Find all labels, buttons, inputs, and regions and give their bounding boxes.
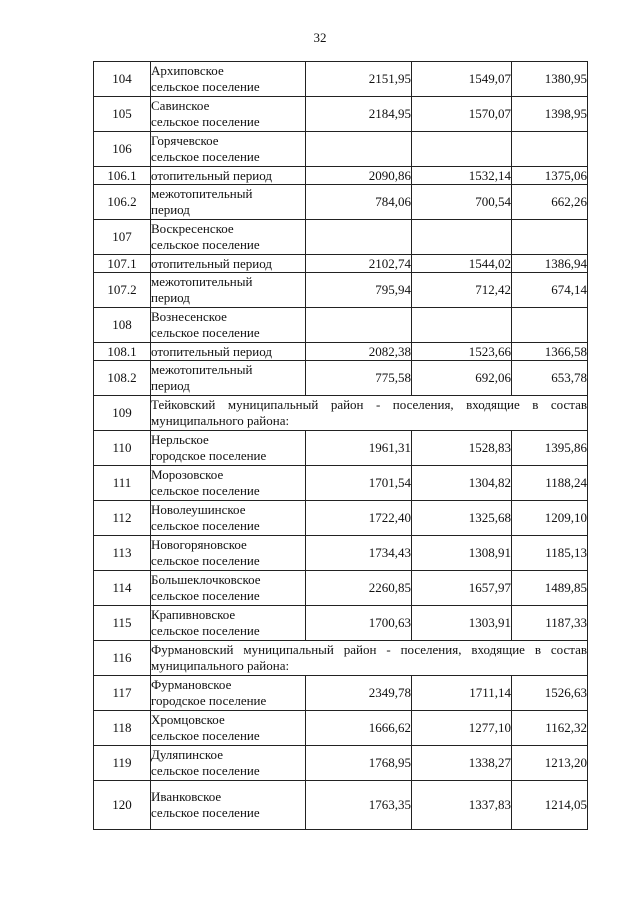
name-line: период [151,290,190,305]
row-number: 117 [94,676,151,711]
name-line: межотопительный [151,274,253,289]
value-v3: 1489,85 [512,571,588,606]
settlement-name [151,343,306,361]
settlement-name [151,501,306,536]
name-line: период [151,378,190,393]
value-v2: 1325,68 [412,501,512,536]
value-v2: 1277,10 [412,711,512,746]
settlement-name [151,606,306,641]
value-v3: 1213,20 [512,746,588,781]
value-v3: 1188,24 [512,466,588,501]
value-v3: 653,78 [512,361,588,396]
row-number: 112 [94,501,151,536]
table-row [94,132,588,167]
table-row [94,62,588,97]
table-row [94,711,588,746]
name-line: Нерльское [151,432,209,447]
name-line: сельское поселение [151,237,260,252]
value-v3: 662,26 [512,185,588,220]
value-v3: 1526,63 [512,676,588,711]
name-line: сельское поселение [151,588,260,603]
row-number: 106 [94,132,151,167]
name-line: сельское поселение [151,114,260,129]
row-number: 104 [94,62,151,97]
page-number: 32 [313,30,327,45]
table-row [94,466,588,501]
value-v3: 674,14 [512,273,588,308]
table-row [94,606,588,641]
value-v3: 1209,10 [512,501,588,536]
name-line: Хромцовское [151,712,225,727]
name-line: городское поселение [151,693,267,708]
value-v2: 1338,27 [412,746,512,781]
name-line: сельское поселение [151,623,260,638]
value-v3: 1214,05 [512,781,588,830]
name-line: городское поселение [151,448,267,463]
table-row [94,167,588,185]
name-line: сельское поселение [151,553,260,568]
value-v1 [306,220,412,255]
value-v3: 1162,32 [512,711,588,746]
settlement-name [151,746,306,781]
table-row [94,361,588,396]
name-line: сельское поселение [151,149,260,164]
table-row [94,536,588,571]
value-v1 [306,132,412,167]
value-v3 [512,132,588,167]
row-number: 118 [94,711,151,746]
row-number: 108.1 [94,343,151,361]
table-body [94,62,588,830]
value-v1: 795,94 [306,273,412,308]
table-row [94,571,588,606]
table-row [94,501,588,536]
settlement-name [151,571,306,606]
value-v3: 1398,95 [512,97,588,132]
value-v1: 784,06 [306,185,412,220]
settlement-name [151,255,306,273]
section-title: Тейковский муниципальный район - поселения, входящие в состав муниципального района: [151,396,588,431]
value-v2: 1570,07 [412,97,512,132]
row-number: 107.1 [94,255,151,273]
table-row [94,97,588,132]
settlement-name [151,536,306,571]
table-row [94,746,588,781]
name-line: Крапивновское [151,607,236,622]
value-v1: 2082,38 [306,343,412,361]
value-v2: 1308,91 [412,536,512,571]
tariff-table [93,61,588,830]
value-v1: 1700,63 [306,606,412,641]
row-number: 110 [94,431,151,466]
value-v2 [412,132,512,167]
name-line: Иванковское [151,789,222,804]
settlement-name [151,308,306,343]
value-v3: 1187,33 [512,606,588,641]
name-line: отопительный период [151,167,272,183]
value-v2: 1544,02 [412,255,512,273]
row-number: 113 [94,536,151,571]
name-line: сельское поселение [151,79,260,94]
value-v1: 2349,78 [306,676,412,711]
value-v3 [512,220,588,255]
settlement-name [151,132,306,167]
value-v3: 1395,86 [512,431,588,466]
settlement-name [151,220,306,255]
section-title: Фурмановский муниципальный район - поселения, входящие в состав муниципального района: [151,641,588,676]
value-v1: 1763,35 [306,781,412,830]
name-line: отопительный период [151,343,272,359]
settlement-name [151,97,306,132]
row-number: 108.2 [94,361,151,396]
value-v1: 2151,95 [306,62,412,97]
row-number: 106.2 [94,185,151,220]
row-number: 119 [94,746,151,781]
value-v1: 1666,62 [306,711,412,746]
section-row [94,396,588,431]
name-line: Архиповское [151,63,224,78]
table-row [94,431,588,466]
name-line: Новолеушинское [151,502,246,517]
value-v1: 775,58 [306,361,412,396]
value-v1: 1734,43 [306,536,412,571]
name-line: Большеклочковское [151,572,261,587]
value-v2: 712,42 [412,273,512,308]
value-v3: 1386,94 [512,255,588,273]
settlement-name [151,361,306,396]
table-row [94,781,588,830]
row-number: 120 [94,781,151,830]
name-line: Горячевское [151,133,219,148]
name-line: сельское поселение [151,325,260,340]
table-row [94,185,588,220]
name-line: Вознесенское [151,309,227,324]
value-v2 [412,220,512,255]
name-line: сельское поселение [151,483,260,498]
value-v3: 1366,58 [512,343,588,361]
name-line: Савинское [151,98,210,113]
row-number: 116 [94,641,151,676]
value-v2: 692,06 [412,361,512,396]
row-number: 107 [94,220,151,255]
name-line: отопительный период [151,255,272,271]
settlement-name [151,167,306,185]
name-line: Воскресенское [151,221,234,236]
name-line: Новогоряновское [151,537,247,552]
value-v2: 1303,91 [412,606,512,641]
value-v1: 1961,31 [306,431,412,466]
value-v2: 1304,82 [412,466,512,501]
row-number: 115 [94,606,151,641]
name-line: сельское поселение [151,805,260,820]
value-v1: 1722,40 [306,501,412,536]
settlement-name [151,676,306,711]
settlement-name [151,62,306,97]
value-v1: 2090,86 [306,167,412,185]
value-v3: 1375,06 [512,167,588,185]
value-v3: 1380,95 [512,62,588,97]
name-line: Морозовское [151,467,224,482]
value-v1: 1768,95 [306,746,412,781]
value-v2: 1711,14 [412,676,512,711]
settlement-name [151,273,306,308]
row-number: 109 [94,396,151,431]
settlement-name [151,781,306,830]
section-row [94,641,588,676]
row-number: 111 [94,466,151,501]
value-v1: 2184,95 [306,97,412,132]
table-row [94,308,588,343]
value-v2: 1532,14 [412,167,512,185]
row-number: 114 [94,571,151,606]
value-v2 [412,308,512,343]
name-line: сельское поселение [151,518,260,533]
settlement-name [151,431,306,466]
value-v1: 2260,85 [306,571,412,606]
table-row [94,343,588,361]
value-v2: 700,54 [412,185,512,220]
row-number: 105 [94,97,151,132]
table-row [94,220,588,255]
name-line: сельское поселение [151,728,260,743]
value-v2: 1549,07 [412,62,512,97]
value-v2: 1528,83 [412,431,512,466]
table-row [94,273,588,308]
value-v3: 1185,13 [512,536,588,571]
settlement-name [151,711,306,746]
name-line: период [151,202,190,217]
name-line: сельское поселение [151,763,260,778]
settlement-name [151,185,306,220]
table-row [94,255,588,273]
settlement-name [151,466,306,501]
row-number: 107.2 [94,273,151,308]
value-v1 [306,308,412,343]
value-v2: 1337,83 [412,781,512,830]
value-v2: 1657,97 [412,571,512,606]
row-number: 106.1 [94,167,151,185]
name-line: межотопительный [151,362,253,377]
row-number: 108 [94,308,151,343]
value-v1: 2102,74 [306,255,412,273]
name-line: Фурмановское [151,677,232,692]
name-line: Дуляпинское [151,747,223,762]
table-row [94,676,588,711]
value-v3 [512,308,588,343]
value-v1: 1701,54 [306,466,412,501]
name-line: межотопительный [151,186,253,201]
value-v2: 1523,66 [412,343,512,361]
